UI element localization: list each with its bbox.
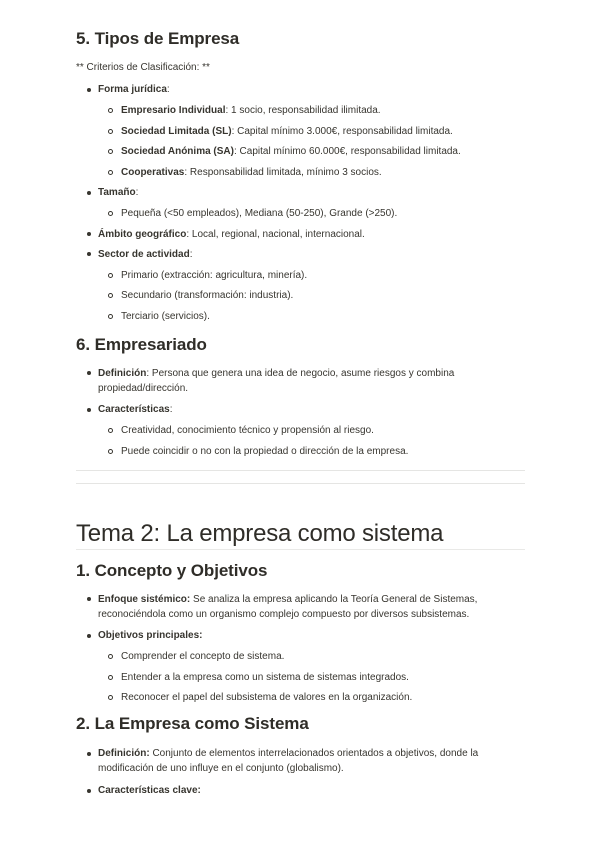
bullet-icon — [87, 88, 91, 92]
circle-bullet-icon — [108, 654, 113, 659]
list-item-definicion-sistema — [98, 746, 498, 776]
list-item-secundario: Secundario (transformación: industria). — [121, 290, 294, 301]
enfoque-text: Se analiza la empresa aplicando la Teoría General de Sistemas, reconociéndola como un organismo complejo compuesto por diversos subsistemas. — [98, 594, 478, 620]
enfoque-label: Enfoque sistémico: — [98, 594, 191, 605]
circle-bullet-icon — [108, 314, 113, 319]
list-item-ambito — [98, 227, 498, 242]
circle-bullet-icon — [108, 211, 113, 216]
tema2-section-1-heading: 1. Concepto y Objetivos — [76, 561, 268, 580]
list-item-enfoque — [98, 592, 498, 622]
circle-bullet-icon — [108, 108, 113, 113]
circle-bullet-icon — [108, 675, 113, 680]
list-item-creatividad: Creatividad, conocimiento técnico y propensión al riesgo. — [121, 425, 374, 436]
list-item-sector — [98, 247, 498, 262]
circle-bullet-icon — [108, 129, 113, 134]
list-item-empresario — [121, 103, 521, 118]
item-text: : 1 socio, responsabilidad ilimitada. — [225, 105, 381, 116]
item-label: Sociedad Limitada (SL) — [121, 126, 232, 137]
section-6-heading: 6. Empresariado — [76, 335, 207, 354]
circle-bullet-icon — [108, 449, 113, 454]
criteria-intro: ** Criterios de Clasificación: ** — [76, 62, 210, 73]
divider — [76, 483, 525, 484]
tema-2-title: Tema 2: La empresa como sistema — [76, 520, 444, 547]
definicion-text: : Persona que genera una idea de negocio, asume riesgos y combina propiedad/dirección. — [98, 368, 455, 394]
bullet-icon — [87, 789, 91, 793]
item-label: Empresario Individual — [121, 105, 226, 116]
definicion-label: Definición: — [98, 748, 150, 759]
item-text: : Capital mínimo 3.000€, responsabilidad limitada. — [231, 126, 453, 137]
list-item-objetivo-1: Comprender el concepto de sistema. — [121, 651, 285, 662]
caracteristicas-label: Características — [98, 404, 170, 415]
list-item-forma — [98, 82, 498, 97]
list-item-sa — [121, 144, 521, 159]
bullet-icon — [87, 252, 91, 256]
list-item-coincidir: Puede coincidir o no con la propiedad o dirección de la empresa. — [121, 446, 409, 457]
list-item-objetivos — [98, 628, 498, 643]
circle-bullet-icon — [108, 428, 113, 433]
list-item-caracteristicas-clave — [98, 783, 498, 798]
list-item-objetivo-2: Entender a la empresa como un sistema de sistemas integrados. — [121, 672, 409, 683]
caracteristicas-clave-label: Características clave: — [98, 785, 201, 796]
list-item-tamano — [98, 185, 498, 200]
tema2-section-2-heading: 2. La Empresa como Sistema — [76, 714, 309, 733]
bullet-icon — [87, 232, 91, 236]
definicion-label: Definición — [98, 368, 147, 379]
ambito-text: : Local, regional, nacional, internacional. — [186, 229, 365, 240]
circle-bullet-icon — [108, 273, 113, 278]
caracteristicas-suffix: : — [169, 404, 173, 415]
list-item-sl — [121, 124, 521, 139]
item-text: : Capital mínimo 60.000€, responsabilidad limitada. — [233, 146, 461, 157]
list-item-terciario: Terciario (servicios). — [121, 311, 210, 322]
list-item-tamano-detail: Pequeña (<50 empleados), Mediana (50-250), Grande (>250). — [121, 208, 398, 219]
circle-bullet-icon — [108, 170, 113, 175]
item-label: Cooperativas — [121, 167, 185, 178]
divider — [76, 470, 525, 471]
list-item-definicion — [98, 366, 498, 396]
section-5-heading: 5. Tipos de Empresa — [76, 29, 240, 48]
sector-suffix: : — [189, 249, 193, 260]
bullet-icon — [87, 191, 91, 195]
item-label: Sociedad Anónima (SA) — [121, 146, 234, 157]
sector-label: Sector de actividad — [98, 249, 190, 260]
bullet-icon — [87, 371, 91, 375]
circle-bullet-icon — [108, 695, 113, 700]
forma-label: Forma jurídica — [98, 84, 167, 95]
title-underline — [76, 549, 525, 550]
list-item-primario: Primario (extracción: agricultura, minería). — [121, 270, 308, 281]
list-item-cooperativas — [121, 165, 521, 180]
bullet-icon — [87, 597, 91, 601]
bullet-icon — [87, 634, 91, 638]
definicion-text: Conjunto de elementos interrelacionados orientados a objetivos, donde la modificación de uno influye en el conjunto (globalismo). — [98, 748, 479, 774]
tamano-suffix: : — [135, 187, 139, 198]
item-text: : Responsabilidad limitada, mínimo 3 socios. — [184, 167, 382, 178]
bullet-icon — [87, 408, 91, 412]
circle-bullet-icon — [108, 293, 113, 298]
list-item-caracteristicas — [98, 402, 498, 417]
list-item-objetivo-3: Reconocer el papel del subsistema de valores en la organización. — [121, 692, 413, 703]
forma-suffix: : — [166, 84, 170, 95]
bullet-icon — [87, 752, 91, 756]
circle-bullet-icon — [108, 149, 113, 154]
objetivos-label: Objetivos principales: — [98, 630, 203, 641]
tamano-label: Tamaño — [98, 187, 136, 198]
ambito-label: Ámbito geográfico — [98, 229, 187, 240]
